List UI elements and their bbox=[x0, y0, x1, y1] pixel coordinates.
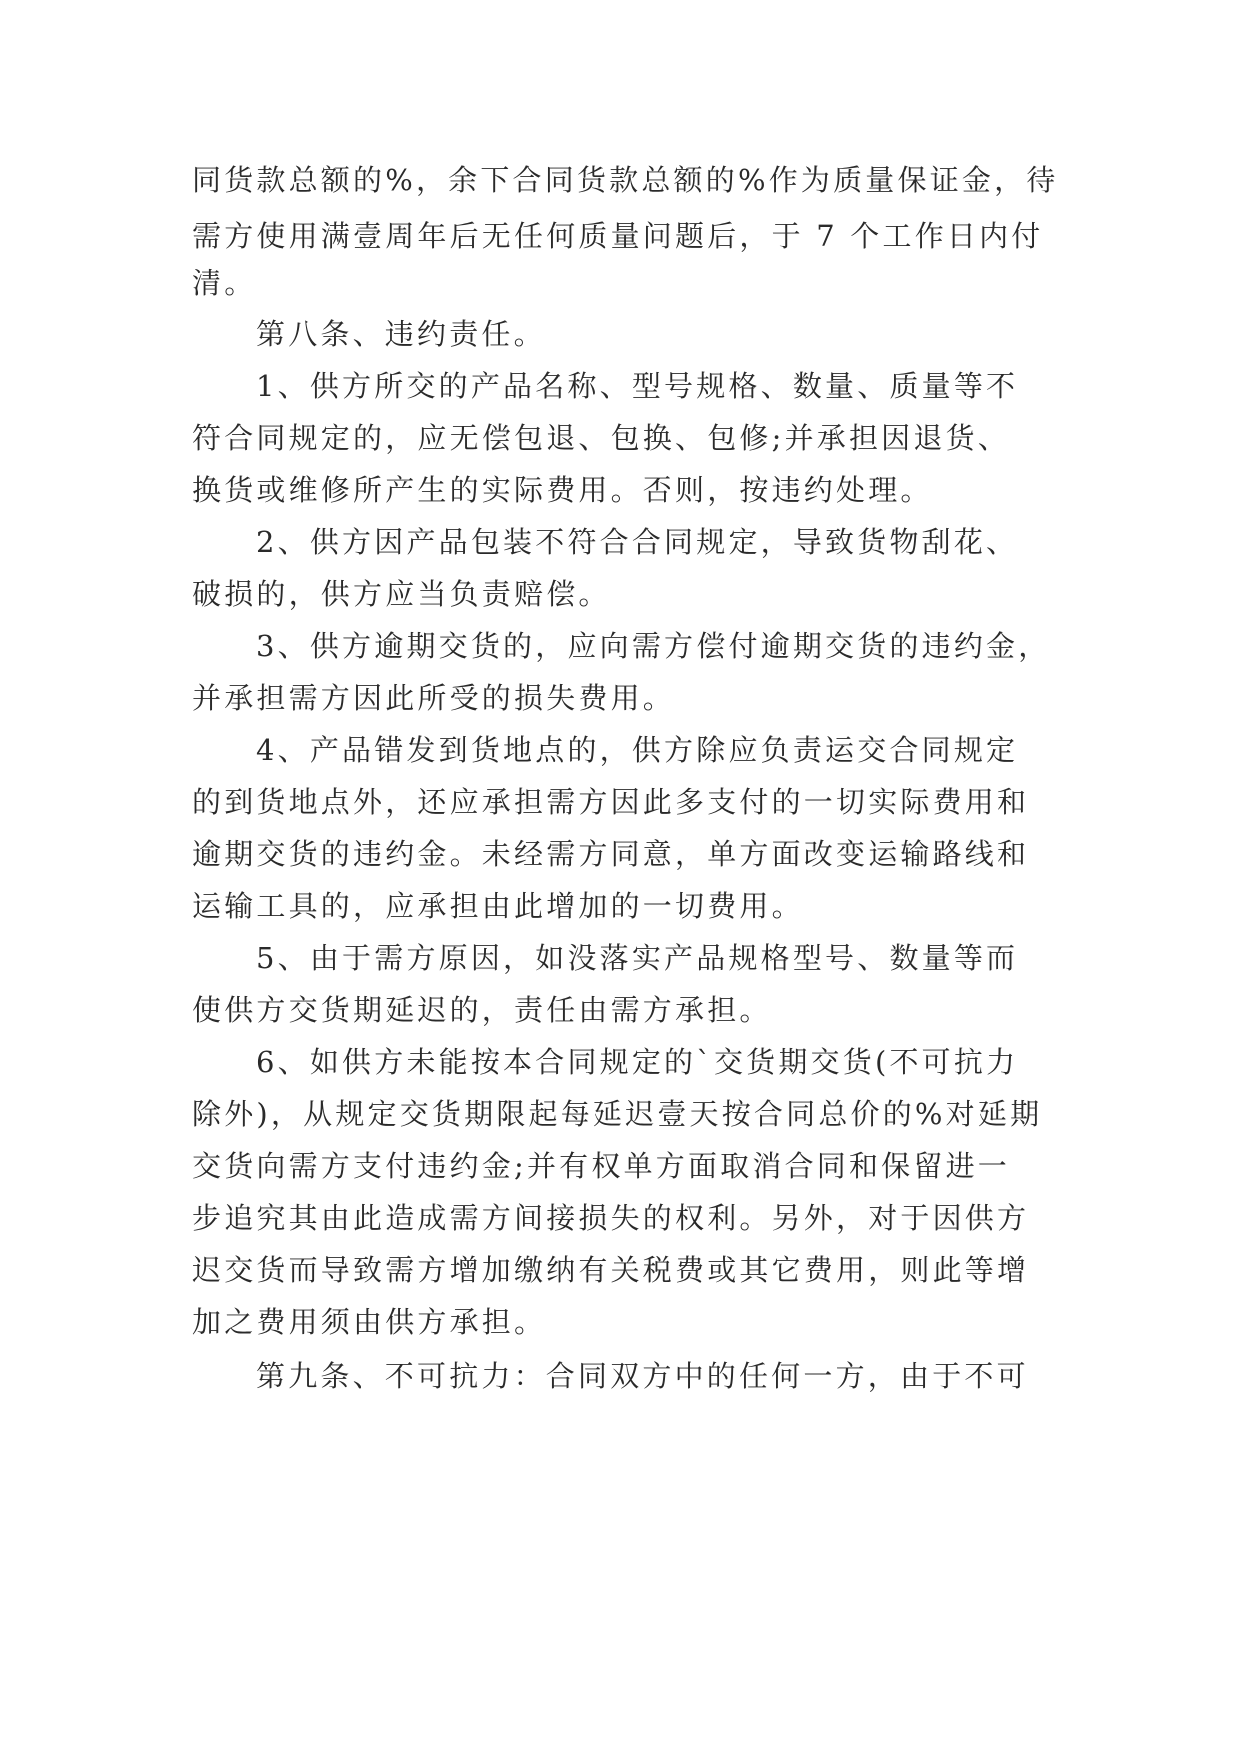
article-heading: 第八条、违约责任。 bbox=[256, 317, 546, 351]
text-line: 6、如供方未能按本合同规定的`交货期交货(不可抗力 bbox=[256, 1045, 1019, 1079]
text-line: 2、供方因产品包装不符合合同规定，导致货物刮花、 bbox=[256, 525, 1019, 559]
text-line: 5、由于需方原因，如没落实产品规格型号、数量等而 bbox=[256, 941, 1019, 975]
text-line: 迟交货而导致需方增加缴纳有关税费或其它费用，则此等增 bbox=[192, 1253, 1030, 1287]
text-line: 除外)，从规定交货期限起每延迟壹天按合同总价的%对延期 bbox=[192, 1097, 1043, 1131]
text-line: 步追究其由此造成需方间接损失的权利。另外，对于因供方 bbox=[192, 1201, 1030, 1235]
text-line: 符合同规定的，应无偿包退、包换、包修;并承担因退货、 bbox=[192, 421, 1010, 455]
text-line: 4、产品错发到货地点的，供方除应负责运交合同规定 bbox=[256, 733, 1019, 767]
text-line: 逾期交货的违约金。未经需方同意，单方面改变运输路线和 bbox=[192, 837, 1030, 871]
text-line: 加之费用须由供方承担。 bbox=[192, 1305, 547, 1339]
article-heading: 第九条、不可抗力：合同双方中的任何一方，由于不可 bbox=[256, 1359, 1029, 1393]
text-line: 破损的，供方应当负责赔偿。 bbox=[192, 577, 611, 611]
text-line: 需方使用满壹周年后无任何质量问题后，于 7 个工作日内付 bbox=[192, 219, 1044, 253]
text-line: 使供方交货期延迟的，责任由需方承担。 bbox=[192, 993, 772, 1027]
text-line: 换货或维修所产生的实际费用。否则，按违约处理。 bbox=[192, 473, 933, 507]
text-line: 的到货地点外，还应承担需方因此多支付的一切实际费用和 bbox=[192, 785, 1030, 819]
text-line: 1、供方所交的产品名称、型号规格、数量、质量等不 bbox=[256, 369, 1019, 403]
text-line: 同货款总额的%，余下合同货款总额的%作为质量保证金，待 bbox=[192, 163, 1059, 197]
text-line: 运输工具的，应承担由此增加的一切费用。 bbox=[192, 889, 804, 923]
text-line: 清。 bbox=[192, 266, 257, 300]
text-line: 3、供方逾期交货的，应向需方偿付逾期交货的违约金， bbox=[256, 629, 1051, 663]
text-line: 交货向需方支付违约金;并有权单方面取消合同和保留进一 bbox=[192, 1149, 1010, 1183]
text-line: 并承担需方因此所受的损失费用。 bbox=[192, 681, 676, 715]
